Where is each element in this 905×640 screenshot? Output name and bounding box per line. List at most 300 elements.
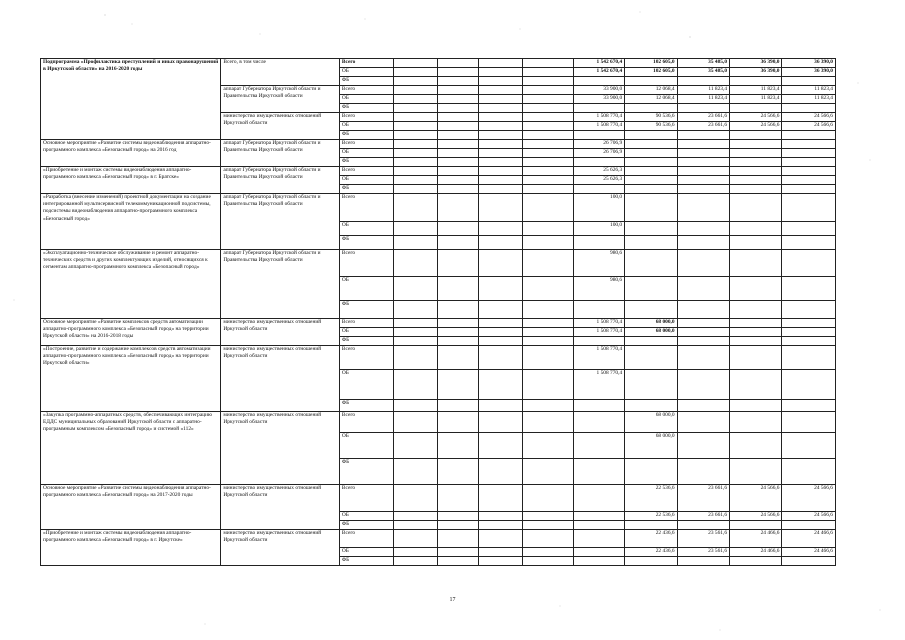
funding-source-cell: Всего <box>339 140 394 149</box>
amount-cell-1 <box>573 301 624 319</box>
funding-source-cell: ФБ <box>339 158 394 167</box>
amount-cell-4: 24 566,6 <box>730 122 782 131</box>
empty-cell <box>523 433 573 459</box>
empty-cell <box>479 512 523 521</box>
empty-cell <box>523 319 573 328</box>
amount-cell-3 <box>677 236 729 250</box>
empty-cell <box>438 548 479 557</box>
table-row <box>41 250 836 277</box>
amount-cell-3 <box>677 131 729 140</box>
amount-cell-3: 23 561,6 <box>677 548 729 557</box>
table-row <box>41 412 836 433</box>
empty-cell <box>523 236 573 250</box>
amount-cell-5 <box>782 346 836 370</box>
amount-cell-1 <box>573 459 624 485</box>
empty-cell <box>523 328 573 337</box>
responsible-cell: аппарат Губернатора Иркутской области и Правительства Иркутской области <box>221 167 340 194</box>
amount-cell-4 <box>730 301 782 319</box>
empty-cell <box>523 194 573 222</box>
empty-cell <box>394 328 438 337</box>
amount-cell-3 <box>677 140 729 149</box>
measure-name-cell: «Приобретение и монтаж системы видеонаблюдения аппаратно-программного комплекса «Безопасный город» в г. Братске» <box>41 167 221 194</box>
empty-cell <box>479 176 523 185</box>
empty-cell <box>394 485 438 512</box>
amount-cell-3: 35 485,0 <box>677 59 729 68</box>
amount-cell-3 <box>677 557 729 566</box>
empty-cell <box>479 236 523 250</box>
amount-cell-3: 23 661,6 <box>677 512 729 521</box>
amount-cell-2: 90 536,6 <box>625 122 677 131</box>
amount-cell-5 <box>782 176 836 185</box>
amount-cell-2 <box>625 77 677 86</box>
amount-cell-1 <box>573 512 624 521</box>
amount-cell-4 <box>730 433 782 459</box>
amount-cell-5 <box>782 459 836 485</box>
empty-cell <box>394 400 438 412</box>
amount-cell-5 <box>782 185 836 194</box>
responsible-cell: министерство имущественных отношений Иркутской области <box>221 530 340 566</box>
empty-cell <box>394 412 438 433</box>
amount-cell-3 <box>677 167 729 176</box>
empty-cell <box>438 277 479 301</box>
amount-cell-4: 11 823,4 <box>730 86 782 95</box>
amount-cell-1: 1 508 770,4 <box>573 319 624 328</box>
empty-cell <box>394 104 438 113</box>
amount-cell-4: 24 566,6 <box>730 485 782 512</box>
empty-cell <box>438 59 479 68</box>
empty-cell <box>438 557 479 566</box>
empty-cell <box>479 337 523 346</box>
empty-cell <box>394 521 438 530</box>
empty-cell <box>523 149 573 158</box>
funding-source-cell: ОБ <box>339 222 394 236</box>
amount-cell-5 <box>782 158 836 167</box>
funding-source-cell: ФБ <box>339 459 394 485</box>
amount-cell-2: 102 605,0 <box>625 68 677 77</box>
budget-table <box>40 58 836 566</box>
funding-source-cell: ОБ <box>339 548 394 557</box>
amount-cell-4 <box>730 346 782 370</box>
amount-cell-1: 33 900,0 <box>573 95 624 104</box>
funding-source-cell: ФБ <box>339 236 394 250</box>
amount-cell-1 <box>573 412 624 433</box>
empty-cell <box>479 433 523 459</box>
empty-cell <box>523 548 573 557</box>
funding-source-cell: Всего <box>339 250 394 277</box>
table-row <box>41 346 836 370</box>
amount-cell-1: 980,6 <box>573 250 624 277</box>
empty-cell <box>479 319 523 328</box>
funding-source-cell: ОБ <box>339 370 394 400</box>
table-body <box>41 59 836 566</box>
responsible-cell: аппарат Губернатора Иркутской области и Правительства Иркутской области <box>221 140 340 167</box>
amount-cell-1 <box>573 521 624 530</box>
amount-cell-3 <box>677 301 729 319</box>
amount-cell-5: 11 823,4 <box>782 95 836 104</box>
empty-cell <box>438 433 479 459</box>
amount-cell-1 <box>573 337 624 346</box>
measure-name-cell: «Эксплуатационно-техническое обслуживание и ремонт аппаратно-технических средств и других комплектующих изделий, относящихся к сегментам аппаратно-программного комплекса «Безопасный город» <box>41 250 221 319</box>
empty-cell <box>394 277 438 301</box>
empty-cell <box>394 222 438 236</box>
funding-source-cell: ФБ <box>339 557 394 566</box>
empty-cell <box>394 512 438 521</box>
amount-cell-3 <box>677 412 729 433</box>
empty-cell <box>394 548 438 557</box>
amount-cell-4: 24 466,6 <box>730 530 782 548</box>
amount-cell-4: 24 566,6 <box>730 113 782 122</box>
amount-cell-5 <box>782 77 836 86</box>
amount-cell-1: 25 626,3 <box>573 167 624 176</box>
empty-cell <box>394 236 438 250</box>
funding-source-cell: ОБ <box>339 328 394 337</box>
amount-cell-3: 11 823,4 <box>677 86 729 95</box>
empty-cell <box>479 328 523 337</box>
empty-cell <box>394 557 438 566</box>
amount-cell-1 <box>573 433 624 459</box>
funding-source-cell: ФБ <box>339 77 394 86</box>
funding-source-cell: Всего <box>339 113 394 122</box>
amount-cell-1: 100,0 <box>573 194 624 222</box>
empty-cell <box>523 140 573 149</box>
empty-cell <box>394 459 438 485</box>
table-row <box>41 319 836 328</box>
funding-source-cell: ОБ <box>339 68 394 77</box>
amount-cell-5 <box>782 557 836 566</box>
amount-cell-5 <box>782 131 836 140</box>
amount-cell-4: 24 566,6 <box>730 512 782 521</box>
amount-cell-2: 68 000,0 <box>625 412 677 433</box>
amount-cell-4 <box>730 236 782 250</box>
amount-cell-5: 24 566,6 <box>782 122 836 131</box>
empty-cell <box>438 86 479 95</box>
empty-cell <box>438 301 479 319</box>
empty-cell <box>394 370 438 400</box>
amount-cell-5: 36 390,0 <box>782 59 836 68</box>
empty-cell <box>479 158 523 167</box>
empty-cell <box>479 277 523 301</box>
amount-cell-1: 1 542 670,4 <box>573 68 624 77</box>
empty-cell <box>394 77 438 86</box>
responsible-cell: министерство имущественных отношений Иркутской области <box>221 319 340 346</box>
amount-cell-5 <box>782 167 836 176</box>
amount-cell-1: 1 508 770,4 <box>573 346 624 370</box>
amount-cell-1: 980,6 <box>573 277 624 301</box>
amount-cell-4 <box>730 250 782 277</box>
empty-cell <box>479 521 523 530</box>
funding-source-cell: Всего <box>339 412 394 433</box>
empty-cell <box>479 459 523 485</box>
empty-cell <box>523 95 573 104</box>
empty-cell <box>479 530 523 548</box>
empty-cell <box>479 59 523 68</box>
empty-cell <box>479 557 523 566</box>
amount-cell-3 <box>677 176 729 185</box>
amount-cell-5 <box>782 277 836 301</box>
empty-cell <box>523 122 573 131</box>
empty-cell <box>479 548 523 557</box>
empty-cell <box>394 122 438 131</box>
table-row <box>41 167 836 176</box>
empty-cell <box>523 512 573 521</box>
empty-cell <box>479 346 523 370</box>
amount-cell-4 <box>730 337 782 346</box>
amount-cell-5 <box>782 400 836 412</box>
measure-name-cell: Основное мероприятие «Развитие системы видеонаблюдения аппаратно-программного комплекса «Безопасный город» на 2017-2020 годы <box>41 485 221 530</box>
amount-cell-3: 23 661,6 <box>677 485 729 512</box>
amount-cell-5: 24 566,6 <box>782 113 836 122</box>
measure-name-cell: «Разработка (внесение изменений) проектной документации на создание интегрированной мультисервисной телекоммуникационной подсистемы, подсистемы видеонаблюдения аппаратно-программного комплекса «Безопасный город» <box>41 194 221 250</box>
empty-cell <box>479 95 523 104</box>
responsible-cell: аппарат Губернатора Иркутской области и Правительства Иркутской области <box>221 194 340 250</box>
amount-cell-1: 1 508 770,4 <box>573 122 624 131</box>
amount-cell-3 <box>677 149 729 158</box>
amount-cell-3: 23 661,6 <box>677 113 729 122</box>
amount-cell-1: 1 508 770,4 <box>573 370 624 400</box>
amount-cell-3 <box>677 250 729 277</box>
empty-cell <box>523 301 573 319</box>
responsible-cell: аппарат Губернатора Иркутской области и Правительства Иркутской области <box>221 86 340 113</box>
amount-cell-4 <box>730 149 782 158</box>
amount-cell-2: 12 068,4 <box>625 86 677 95</box>
table-row <box>41 140 836 149</box>
funding-source-cell: Всего <box>339 167 394 176</box>
amount-cell-3 <box>677 459 729 485</box>
amount-cell-3 <box>677 328 729 337</box>
amount-cell-4: 36 390,0 <box>730 68 782 77</box>
empty-cell <box>479 370 523 400</box>
empty-cell <box>523 337 573 346</box>
amount-cell-2 <box>625 236 677 250</box>
amount-cell-5 <box>782 319 836 328</box>
empty-cell <box>438 412 479 433</box>
empty-cell <box>523 277 573 301</box>
empty-cell <box>438 319 479 328</box>
empty-cell <box>438 113 479 122</box>
empty-cell <box>438 250 479 277</box>
amount-cell-4 <box>730 319 782 328</box>
empty-cell <box>394 176 438 185</box>
empty-cell <box>479 131 523 140</box>
empty-cell <box>394 86 438 95</box>
empty-cell <box>523 521 573 530</box>
amount-cell-4 <box>730 400 782 412</box>
amount-cell-5: 24 566,6 <box>782 512 836 521</box>
amount-cell-1: 1 508 770,4 <box>573 113 624 122</box>
amount-cell-4 <box>730 521 782 530</box>
amount-cell-2: 68 000,0 <box>625 433 677 459</box>
empty-cell <box>523 158 573 167</box>
page-number: 17 <box>449 597 456 603</box>
funding-source-cell: Всего <box>339 530 394 548</box>
amount-cell-2 <box>625 167 677 176</box>
amount-cell-2 <box>625 459 677 485</box>
amount-cell-5: 24 566,6 <box>782 485 836 512</box>
responsible-cell: министерство имущественных отношений Иркутской области <box>221 485 340 530</box>
empty-cell <box>394 346 438 370</box>
empty-cell <box>479 167 523 176</box>
amount-cell-3 <box>677 521 729 530</box>
amount-cell-2: 22 536,6 <box>625 485 677 512</box>
responsible-cell: министерство имущественных отношений Иркутской области <box>221 346 340 412</box>
empty-cell <box>438 176 479 185</box>
amount-cell-4 <box>730 77 782 86</box>
empty-cell <box>523 68 573 77</box>
amount-cell-2 <box>625 277 677 301</box>
amount-cell-3: 11 823,4 <box>677 95 729 104</box>
empty-cell <box>438 185 479 194</box>
amount-cell-3 <box>677 222 729 236</box>
amount-cell-4 <box>730 328 782 337</box>
amount-cell-2: 22 436,6 <box>625 530 677 548</box>
empty-cell <box>523 412 573 433</box>
amount-cell-3: 35 485,0 <box>677 68 729 77</box>
funding-source-cell: ФБ <box>339 337 394 346</box>
empty-cell <box>523 530 573 548</box>
amount-cell-3 <box>677 185 729 194</box>
amount-cell-1 <box>573 548 624 557</box>
funding-source-cell: Всего <box>339 86 394 95</box>
amount-cell-2 <box>625 250 677 277</box>
funding-source-cell: ФБ <box>339 301 394 319</box>
amount-cell-5: 24 466,6 <box>782 548 836 557</box>
amount-cell-4 <box>730 176 782 185</box>
funding-source-cell: ФБ <box>339 521 394 530</box>
empty-cell <box>479 140 523 149</box>
empty-cell <box>438 328 479 337</box>
empty-cell <box>394 185 438 194</box>
empty-cell <box>523 86 573 95</box>
amount-cell-2 <box>625 140 677 149</box>
empty-cell <box>394 167 438 176</box>
amount-cell-2 <box>625 400 677 412</box>
amount-cell-5 <box>782 433 836 459</box>
funding-source-cell: ФБ <box>339 185 394 194</box>
amount-cell-4 <box>730 370 782 400</box>
amount-cell-1 <box>573 530 624 548</box>
amount-cell-5 <box>782 337 836 346</box>
empty-cell <box>523 370 573 400</box>
empty-cell <box>438 337 479 346</box>
amount-cell-2 <box>625 176 677 185</box>
measure-name-cell: Основное мероприятие «Развитие системы видеонаблюдения аппаратно-программного комплекса «Безопасный город» на 2016 год <box>41 140 221 167</box>
amount-cell-3 <box>677 77 729 86</box>
amount-cell-5 <box>782 104 836 113</box>
empty-cell <box>479 485 523 512</box>
amount-cell-2 <box>625 370 677 400</box>
empty-cell <box>394 95 438 104</box>
amount-cell-3 <box>677 400 729 412</box>
amount-cell-3 <box>677 346 729 370</box>
funding-source-cell: ОБ <box>339 149 394 158</box>
amount-cell-4: 24 466,6 <box>730 548 782 557</box>
amount-cell-4 <box>730 459 782 485</box>
measure-name-cell: «Построение, развитие и содержание комплексов средств автоматизации аппаратно-программного комплекса «Безопасный город» на территории Иркутской области» <box>41 346 221 412</box>
empty-cell <box>523 250 573 277</box>
responsible-cell: аппарат Губернатора Иркутской области и Правительства Иркутской области <box>221 250 340 319</box>
funding-source-cell: ФБ <box>339 131 394 140</box>
amount-cell-3 <box>677 337 729 346</box>
funding-source-cell: ОБ <box>339 176 394 185</box>
amount-cell-3 <box>677 158 729 167</box>
empty-cell <box>438 370 479 400</box>
empty-cell <box>479 250 523 277</box>
amount-cell-4 <box>730 158 782 167</box>
empty-cell <box>523 59 573 68</box>
funding-source-cell: Всего <box>339 485 394 512</box>
amount-cell-2 <box>625 521 677 530</box>
amount-cell-1 <box>573 400 624 412</box>
empty-cell <box>394 337 438 346</box>
empty-cell <box>394 250 438 277</box>
empty-cell <box>479 113 523 122</box>
amount-cell-1 <box>573 104 624 113</box>
funding-source-cell: ОБ <box>339 122 394 131</box>
amount-cell-1: 33 900,0 <box>573 86 624 95</box>
amount-cell-4 <box>730 104 782 113</box>
measure-name-cell: Подпрограмма «Профилактика преступлений и иных правонарушений в Иркутской области» на 2016-2020 годы <box>41 59 221 140</box>
empty-cell <box>438 512 479 521</box>
amount-cell-2: 12 068,4 <box>625 95 677 104</box>
empty-cell <box>394 140 438 149</box>
amount-cell-1: 25 626,3 <box>573 176 624 185</box>
empty-cell <box>394 131 438 140</box>
amount-cell-4 <box>730 185 782 194</box>
amount-cell-1: 26 706,9 <box>573 149 624 158</box>
responsible-cell: министерство имущественных отношений Иркутской области <box>221 113 340 140</box>
table-row <box>41 530 836 548</box>
empty-cell <box>394 319 438 328</box>
empty-cell <box>438 122 479 131</box>
empty-cell <box>479 68 523 77</box>
funding-source-cell: ОБ <box>339 433 394 459</box>
amount-cell-2 <box>625 185 677 194</box>
amount-cell-1 <box>573 485 624 512</box>
empty-cell <box>438 68 479 77</box>
amount-cell-5 <box>782 412 836 433</box>
responsible-cell: министерство имущественных отношений Иркутской области <box>221 412 340 485</box>
amount-cell-4 <box>730 222 782 236</box>
amount-cell-1 <box>573 158 624 167</box>
amount-cell-1: 100,0 <box>573 222 624 236</box>
amount-cell-5 <box>782 328 836 337</box>
measure-name-cell: Основное мероприятие «Развитие комплексов средств автоматизации аппаратно-программного комплекса «Безопасный город» на территории Иркутской области» на 2016-2018 годы <box>41 319 221 346</box>
funding-source-cell: ОБ <box>339 277 394 301</box>
funding-source-cell: ОБ <box>339 512 394 521</box>
empty-cell <box>394 194 438 222</box>
amount-cell-3 <box>677 433 729 459</box>
empty-cell <box>438 346 479 370</box>
empty-cell <box>523 485 573 512</box>
empty-cell <box>479 185 523 194</box>
empty-cell <box>438 530 479 548</box>
amount-cell-1 <box>573 131 624 140</box>
empty-cell <box>394 113 438 122</box>
responsible-cell: Всего, в том числе <box>221 59 340 86</box>
amount-cell-1: 1 508 770,4 <box>573 328 624 337</box>
amount-cell-2 <box>625 301 677 319</box>
measure-name-cell: «Приобретение и монтаж системы видеонаблюдения аппаратно-программного комплекса «Безопасный город» в г. Иркутске» <box>41 530 221 566</box>
empty-cell <box>479 222 523 236</box>
amount-cell-2 <box>625 158 677 167</box>
amount-cell-2 <box>625 131 677 140</box>
amount-cell-5: 36 390,0 <box>782 68 836 77</box>
table-row <box>41 485 836 512</box>
empty-cell <box>479 122 523 131</box>
amount-cell-2 <box>625 346 677 370</box>
amount-cell-4 <box>730 557 782 566</box>
amount-cell-4 <box>730 140 782 149</box>
